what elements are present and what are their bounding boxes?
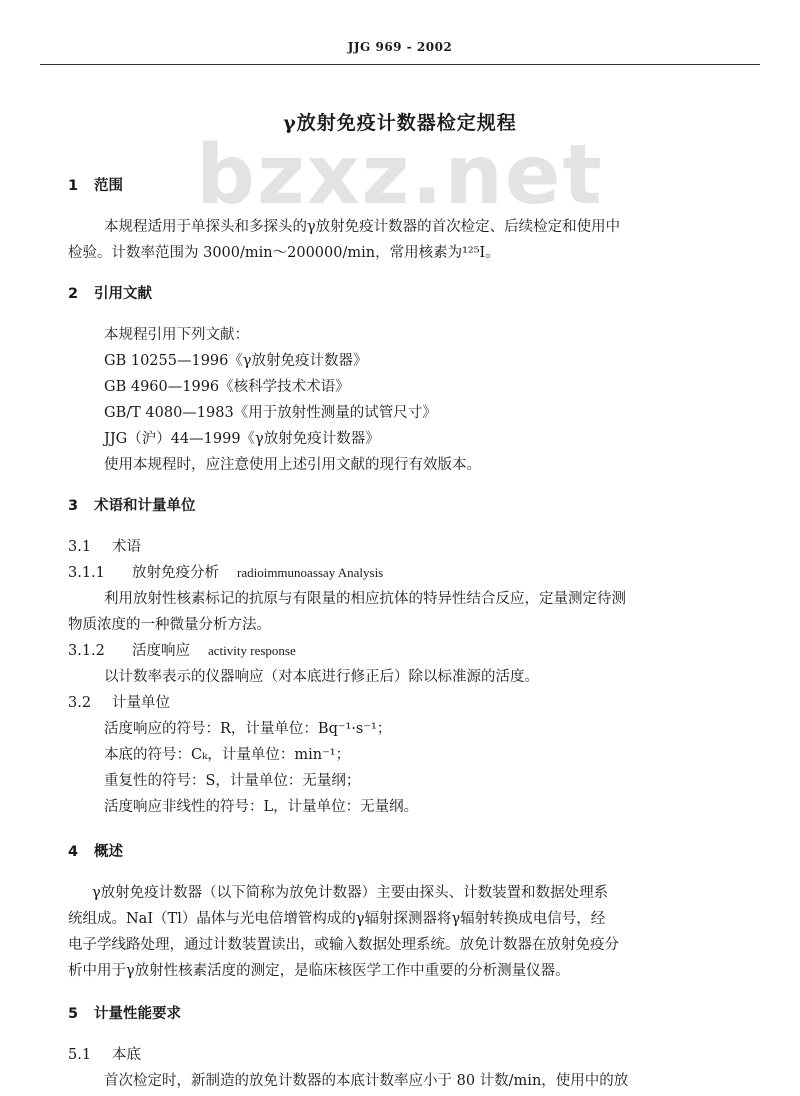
section-number: 2 bbox=[68, 286, 79, 302]
subsection-title: 本底 bbox=[112, 1047, 141, 1063]
subsection-title: 术语 bbox=[112, 539, 141, 555]
section-5-heading bbox=[68, 1004, 181, 1024]
subsection-number: 3.1 bbox=[68, 539, 92, 555]
section-title: 范围 bbox=[94, 178, 123, 194]
paragraph-line: 电子学线路处理，通过计数装置读出，或输入数据处理系统。放免计数器在放射免疫分 bbox=[68, 937, 619, 953]
term-3-1-2-heading bbox=[68, 641, 296, 661]
section-number: 3 bbox=[68, 498, 79, 514]
subsection-5-1-heading bbox=[68, 1045, 141, 1065]
reference-item: JJG（沪）44—1999《γ放射免疫计数器》 bbox=[104, 431, 380, 447]
header-rule bbox=[40, 64, 760, 65]
paragraph-line: 统组成。NaI（Tl）晶体与光电倍增管构成的γ辐射探测器将γ辐射转换成电信号，经 bbox=[68, 911, 606, 927]
paragraph-line: 首次检定时，新制造的放免计数器的本底计数率应小于 80 计数/min，使用中的放 bbox=[104, 1073, 629, 1089]
paragraph-line: 本规程引用下列文献： bbox=[104, 327, 249, 343]
term-number: 3.1.1 bbox=[68, 565, 105, 581]
section-2-heading bbox=[68, 284, 152, 304]
paragraph-line: 利用放射性核素标记的抗原与有限量的相应抗体的特异性结合反应，定量测定待测 bbox=[104, 591, 626, 607]
section-4-heading bbox=[68, 842, 123, 862]
subsection-3-2-heading bbox=[68, 693, 170, 713]
subsection-number: 5.1 bbox=[68, 1047, 92, 1063]
subsection-title: 计量单位 bbox=[112, 695, 170, 711]
paragraph-line: γ放射免疫计数器（以下简称为放免计数器）主要由探头、计数装置和数据处理系 bbox=[92, 885, 609, 901]
paragraph-line: 析中用于γ放射性核素活度的测定，是临床核医学工作中重要的分析测量仪器。 bbox=[68, 963, 570, 979]
section-number: 4 bbox=[68, 844, 79, 860]
document-title: γ放射免疫计数器检定规程 bbox=[283, 112, 517, 134]
section-title: 术语和计量单位 bbox=[94, 498, 196, 514]
section-title: 概述 bbox=[94, 844, 123, 860]
paragraph-line: 使用本规程时，应注意使用上述引用文献的现行有效版本。 bbox=[104, 457, 481, 473]
term-english: activity response bbox=[208, 643, 296, 658]
term-english: radioimmunoassay Analysis bbox=[237, 565, 384, 580]
unit-line: 活度响应非线性的符号：L，计量单位：无量纲。 bbox=[104, 799, 419, 815]
paragraph-line: 检验。计数率范围为 3000/min～200000/min，常用核素为¹²⁵I。 bbox=[68, 245, 500, 261]
section-1-heading bbox=[68, 176, 123, 196]
reference-item: GB 4960—1996《核科学技术术语》 bbox=[104, 379, 350, 395]
paragraph-line: 以计数率表示的仪器响应（对本底进行修正后）除以标准源的活度。 bbox=[104, 669, 539, 685]
reference-item: GB 10255—1996《γ放射免疫计数器》 bbox=[104, 353, 368, 369]
subsection-3-1-heading bbox=[68, 537, 141, 557]
section-number: 1 bbox=[68, 178, 79, 194]
paragraph-line: 本规程适用于单探头和多探头的γ放射免疫计数器的首次检定、后续检定和使用中 bbox=[104, 219, 621, 235]
unit-line: 重复性的符号：S，计量单位：无量纲； bbox=[104, 773, 361, 789]
term-title: 活度响应 bbox=[132, 643, 190, 659]
reference-item: GB/T 4080—1983《用于放射性测量的试管尺寸》 bbox=[104, 405, 437, 421]
section-number: 5 bbox=[68, 1006, 79, 1022]
subsection-number: 3.2 bbox=[68, 695, 92, 711]
section-3-heading bbox=[68, 496, 196, 516]
section-title: 引用文献 bbox=[94, 286, 152, 302]
watermark: bzxz.net bbox=[196, 128, 604, 223]
unit-line: 本底的符号：Cₖ，计量单位：min⁻¹； bbox=[104, 747, 351, 763]
term-number: 3.1.2 bbox=[68, 643, 105, 659]
term-3-1-1-heading bbox=[68, 563, 383, 583]
standard-code: JJG 969 - 2002 bbox=[347, 40, 453, 54]
term-title: 放射免疫分析 bbox=[132, 565, 219, 581]
unit-line: 活度响应的符号：R，计量单位：Bq⁻¹·s⁻¹； bbox=[104, 721, 392, 737]
section-title: 计量性能要求 bbox=[94, 1006, 181, 1022]
paragraph-line: 物质浓度的一种微量分析方法。 bbox=[68, 617, 271, 633]
